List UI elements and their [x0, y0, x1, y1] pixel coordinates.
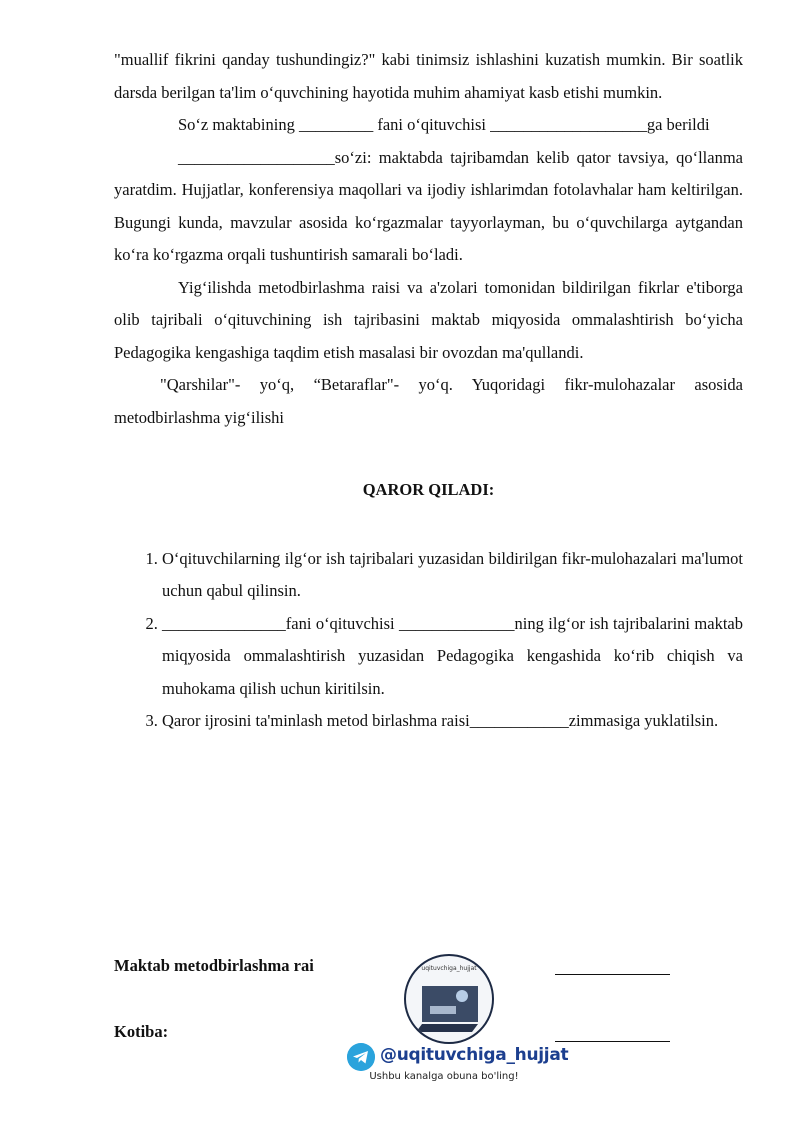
telegram-handle: @uqituvchiga_hujjat — [380, 1045, 569, 1065]
logo-text: uqituvchiga_hujjat — [421, 965, 477, 972]
decision-title: QAROR QILADI: — [362, 480, 495, 499]
subscribe-caption: Ushbu kanalga obuna bo'ling! — [369, 1071, 519, 1082]
list-item: 1. O‘qituvchilarning ilg‘or ish tajribalari yuzasidan bildirilgan fikr-mulohazalari ma'lumot uchun qabul qilinsin. — [162, 543, 743, 608]
paragraph: "muallif fikrini qanday tushundingiz?" kabi tinimsiz ishlashini kuzatish mumkin. Bir soatlik darsda berilgan ta'lim o‘quvchining hayotida muhim ahamiyat kasb etishi mumkin. — [114, 50, 743, 102]
list-item: 2. _______________fani o‘qituvchisi ______________ning ilg‘or ish tajribalarini maktab miqyosida ommalashtirish yuzasidan Pedagogika kengashida ko‘rib chiqish va muhokama qilish uchun kiritilsin. — [162, 608, 743, 706]
telegram-row — [344, 1043, 569, 1071]
chair-signature-line — [555, 973, 670, 975]
document-body — [114, 44, 743, 738]
paragraph: So‘z maktabining _________ fani o‘qituvchisi ___________________ga berildi — [178, 115, 710, 134]
channel-logo — [404, 954, 494, 1044]
paragraph: ___________________so‘zi: maktabda tajribamdan kelib qator tavsiya, qo‘llanma yaratdim. Hujjatlar, konferensiya maqollari va ijodiy ishlarimdan fotolavhalar ham keltirilgan. Bugungi kunda, mavzular asosida ko‘rgazmalar tayyorlayman, bu o‘quvchilarga aytgandan ko‘ra ko‘rgazma orqali tushuntirish samarali bo‘ladi. — [114, 147, 743, 264]
paragraph: "Qarshilar"- yo‘q, “Betaraflar"- yo‘q. Yuqoridagi fikr-mulohazalar asosida metodbirlashma yig‘ilishi — [114, 375, 743, 427]
chair-signature-label: Maktab metodbirlashma rai — [114, 956, 314, 975]
list-item: 3. Qaror ijrosini ta'minlash metod birlashma raisi____________zimmasiga yuklatilsin. — [162, 705, 743, 738]
channel-watermark — [344, 948, 569, 1098]
telegram-icon — [347, 1043, 375, 1071]
secretary-signature-label: Kotiba: — [114, 1022, 169, 1041]
paragraph: Yig‘ilishda metodbirlashma raisi va a'zolari tomonidan bildirilgan fikrlar e'tiborga olib tajribali o‘qituvchining ish tajribasini maktab miqyosida ommalashtirish bo‘yicha Pedagogika kengashiga taqdim etish masalasi bir ovozdan ma'qullandi. — [114, 277, 743, 362]
secretary-signature-line — [555, 1040, 670, 1042]
laptop-icon — [406, 956, 492, 1042]
decision-list — [114, 543, 743, 738]
